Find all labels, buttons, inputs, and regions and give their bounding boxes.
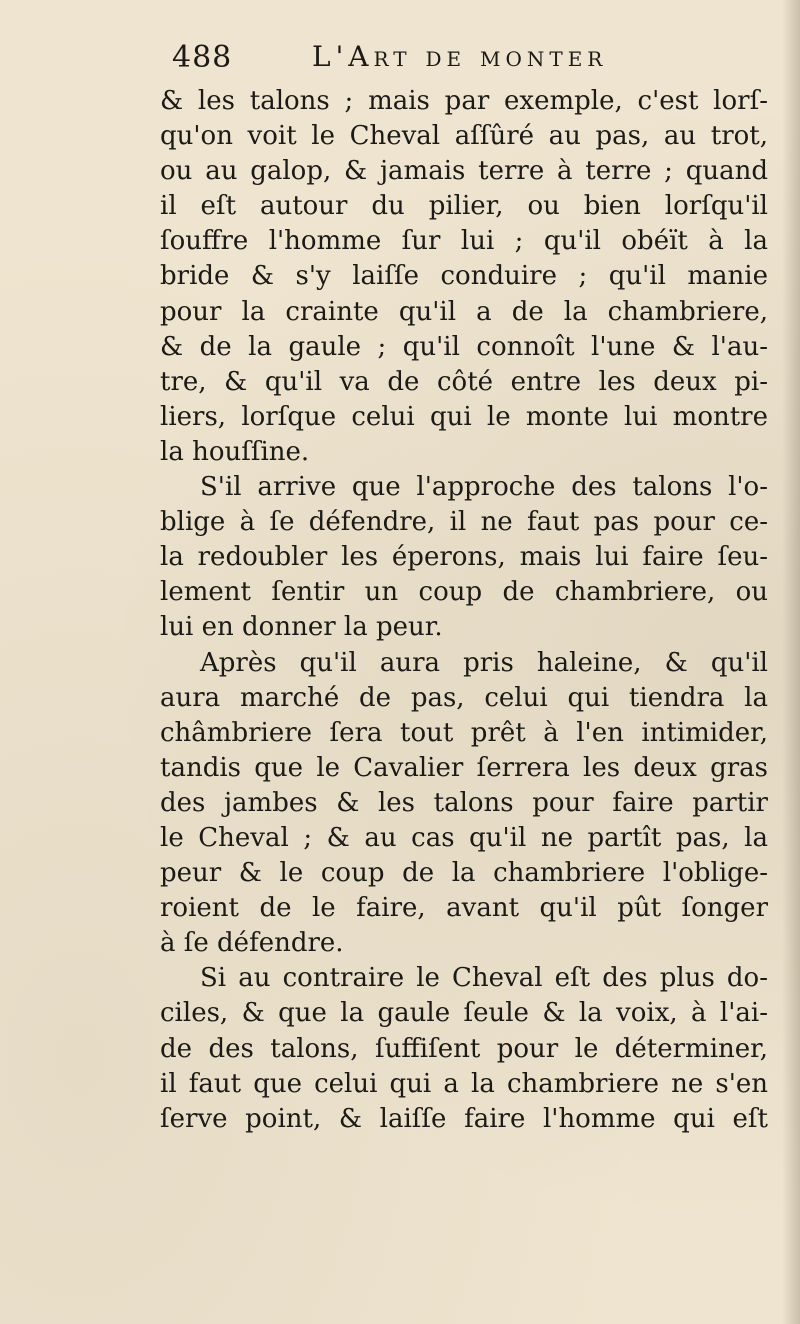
text-line: ciles, & que la gaule ſeule & la voix, à l'ai- [160,998,768,1029]
text-line: châmbriere ſera tout prêt à l'en intimider, [160,717,768,748]
text-line: des jambes & les talons pour faire partir [160,787,768,818]
page-header [172,36,772,88]
text-line: lement ſentir un coup de chambriere, ou [160,577,768,608]
text-line: tre, & qu'il va de côté entre les deux pi- [160,366,768,397]
text-line: blige à ſe défendre, il ne faut pas pour ce- [160,507,768,538]
page-number: 488 [172,40,233,75]
text-line: à ſe défendre. [160,928,344,959]
text-line: le Cheval ; & au cas qu'il ne partît pas, la [160,822,768,853]
text-line: aura marché de pas, celui qui tiendra la [160,682,768,713]
text-line: la redoubler les éperons, mais lui faire ſeu- [160,542,768,573]
text-line: liers, lorſque celui qui le monte lui montre [160,401,768,432]
paragraph-start-line: S'il arrive que l'approche des talons l'o- [200,472,768,503]
running-title: L'Art de monter [312,40,608,73]
text-line: il eſt autour du pilier, ou bien lorſqu'il [160,191,768,222]
text-line: lui en donner la peur. [160,612,443,643]
page-gutter-shadow [782,0,800,1324]
text-line: ſouffre l'homme ſur lui ; qu'il obéït à la [160,226,768,257]
text-line: la houſſine. [160,436,310,467]
text-line: ou au galop, & jamais terre à terre ; quand [160,156,768,187]
text-line: & de la gaule ; qu'il connoît l'une & l'au- [160,331,768,362]
body-text [160,84,768,1137]
text-line: roient de le faire, avant qu'il pût ſonger [160,893,768,924]
text-line: pour la crainte qu'il a de la chambriere, [160,296,768,327]
text-line: de des talons, ſuffiſent pour le déterminer, [160,1033,768,1064]
text-line: ſerve point, & laiſſe faire l'homme qui eſt [160,1103,768,1134]
paragraph-start-line: Si au contraire le Cheval eſt des plus do- [200,963,768,994]
text-line: tandis que le Cavalier ſerrera les deux gras [160,752,768,783]
text-line: bride & s'y laiſſe conduire ; qu'il manie [160,261,768,292]
text-line: il faut que celui qui a la chambriere ne s'en [160,1068,768,1099]
text-line: peur & le coup de la chambriere l'oblige- [160,858,768,889]
paragraph-start-line: Après qu'il aura pris haleine, & qu'il [200,647,768,678]
text-line: & les talons ; mais par exemple, c'est lorſ- [160,86,768,116]
text-line: qu'on voit le Cheval aſſûré au pas, au trot, [160,121,768,152]
